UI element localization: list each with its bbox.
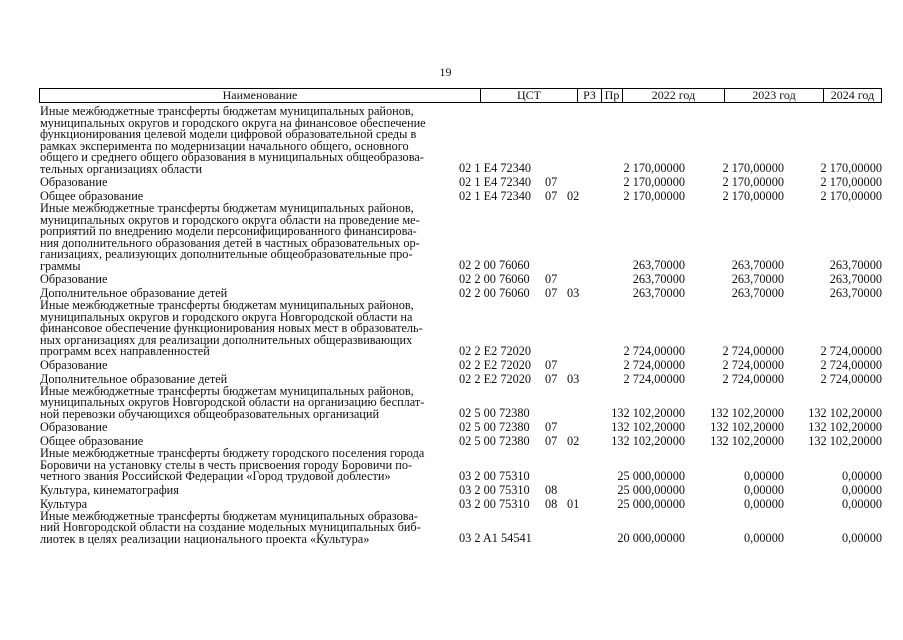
row-cst: 02 2 00 76060 (459, 272, 530, 286)
row-value-2023: 263,70000 (731, 272, 784, 286)
row-cst: 02 1 E4 72340 (459, 175, 532, 189)
row-cst: 02 1 E4 72340 (459, 161, 532, 175)
row-pr: 02 (567, 434, 580, 448)
row-value-2022: 263,70000 (632, 258, 685, 272)
row-name: Иные межбюджетные трансферты бюджетам муниципальных образова- ний Новгородской области на создание модельных муниципальных биб- лиотек в целях реализации национального проекта «Культура» (40, 508, 421, 546)
row-value-2022: 25 000,00000 (617, 468, 685, 483)
table-row (40, 175, 882, 189)
row-cst: 02 2 00 76060 (459, 258, 530, 272)
table-row (40, 358, 882, 372)
row-value-2024: 2 170,00000 (820, 189, 882, 203)
row-name: Культура (40, 496, 88, 511)
row-value-2023: 2 170,00000 (722, 175, 784, 189)
table-row (40, 106, 882, 175)
row-value-2024: 263,70000 (829, 286, 882, 300)
row-name: Образование (40, 272, 108, 286)
header-2024: 2024 год (830, 88, 875, 102)
row-value-2022: 25 000,00000 (617, 496, 685, 511)
row-cst: 02 1 E4 72340 (459, 189, 532, 203)
row-value-2024: 263,70000 (829, 258, 882, 272)
row-value-2024: 132 102,20000 (808, 420, 882, 434)
table-row (40, 448, 882, 483)
row-rz: 07 (545, 357, 558, 372)
row-value-2022: 2 170,00000 (623, 175, 685, 189)
row-name: Иные межбюджетные трансферты бюджетам муниципальных районов, муниципальных округов и городского округа на финансовое обеспечение функционирования целевой модели цифровой образовательной среды в рамках эксперимента по модернизации начального общего, основного общего и среднего общего образования в муниципальных общеобразова- тельных организациях области (40, 104, 426, 176)
row-value-2023: 263,70000 (731, 258, 784, 272)
row-cst: 02 2 E2 72020 (459, 371, 532, 386)
row-cst: 03 2 A1 54541 (459, 531, 532, 545)
row-value-2022: 2 170,00000 (623, 161, 685, 175)
row-rz: 08 (545, 496, 558, 511)
header-cst: ЦСТ (481, 89, 578, 102)
table-header (39, 88, 882, 103)
row-rz: 07 (545, 286, 558, 300)
row-cst: 02 2 00 76060 (459, 286, 530, 300)
header-pr: Пр (602, 89, 623, 102)
row-cst: 03 2 00 75310 (459, 482, 530, 497)
row-rz: 07 (545, 175, 558, 189)
row-value-2024: 0,00000 (842, 482, 882, 497)
row-cst: 03 2 00 75310 (459, 468, 530, 483)
row-value-2022: 132 102,20000 (611, 434, 685, 448)
row-value-2022: 20 000,00000 (617, 531, 685, 545)
row-cst: 02 5 00 72380 (459, 434, 530, 448)
table-body (40, 106, 882, 545)
row-name: Культура, кинематография (40, 482, 179, 497)
row-value-2023: 263,70000 (731, 286, 784, 300)
row-pr: 03 (567, 371, 580, 386)
row-cst: 02 5 00 72380 (459, 420, 530, 434)
row-value-2023: 132 102,20000 (710, 420, 784, 434)
header-2023: 2023 год (725, 89, 824, 102)
row-name: Иные межбюджетные трансферты бюджетам муниципальных районов, муниципальных округов и городского округа Новгородской области на финансовое обеспечение функционирования новых мест в образователь- ных организациях для реализации дополнительных общеразвивающих программ всех направленностей (40, 298, 423, 358)
row-value-2024: 2 170,00000 (820, 175, 882, 189)
row-value-2024: 263,70000 (829, 272, 882, 286)
table-row (40, 508, 882, 546)
table-row (40, 383, 882, 421)
row-name: Дополнительное образование детей (40, 286, 228, 300)
row-pr: 01 (567, 496, 580, 511)
row-value-2022: 2 724,00000 (623, 371, 685, 386)
row-name: Дополнительное образование детей (40, 371, 228, 386)
row-value-2022: 2 724,00000 (623, 343, 685, 358)
row-value-2024: 0,00000 (842, 496, 882, 511)
row-value-2022: 25 000,00000 (617, 482, 685, 497)
header-rz: РЗ (578, 89, 602, 102)
row-name: Общее образование (40, 434, 144, 448)
row-name: Образование (40, 175, 108, 189)
table-row (40, 272, 882, 286)
row-cst: 03 2 00 75310 (459, 496, 530, 511)
row-value-2024: 2 170,00000 (820, 161, 882, 175)
row-value-2022: 132 102,20000 (611, 406, 685, 420)
row-rz: 07 (545, 272, 558, 286)
row-name: Иные межбюджетные трансферты бюджетам муниципальных районов, муниципальных округов и городского округа области на проведение ме- роприятий по внедрению модели персонифицированного финансирова- ния дополнительного образования детей в частных образовательных ор- ганизациях, реализующих дополнительные общеобразовательные про- граммы (40, 201, 420, 273)
row-value-2024: 2 724,00000 (820, 343, 882, 358)
row-rz: 07 (545, 420, 558, 434)
row-name: Общее образование (40, 189, 144, 203)
row-value-2022: 263,70000 (632, 272, 685, 286)
row-value-2022: 2 724,00000 (623, 357, 685, 372)
row-value-2023: 132 102,20000 (710, 406, 784, 420)
row-value-2023: 0,00000 (744, 496, 784, 511)
row-value-2022: 132 102,20000 (611, 420, 685, 434)
row-pr: 03 (567, 286, 580, 300)
row-rz: 07 (545, 189, 558, 203)
row-value-2023: 2 170,00000 (722, 189, 784, 203)
row-cst: 02 2 E2 72020 (459, 357, 532, 372)
table-row (40, 300, 882, 358)
row-value-2023: 2 724,00000 (722, 343, 784, 358)
row-value-2023: 2 724,00000 (722, 371, 784, 386)
row-cst: 02 2 E2 72020 (459, 343, 532, 358)
row-cst: 02 5 00 72380 (459, 406, 530, 420)
row-name: Образование (40, 420, 108, 434)
row-name: Образование (40, 357, 108, 372)
table-row (40, 203, 882, 272)
row-value-2022: 263,70000 (632, 286, 685, 300)
row-pr: 02 (567, 189, 580, 203)
row-rz: 07 (545, 371, 558, 386)
table-row (40, 420, 882, 434)
row-value-2024: 132 102,20000 (808, 434, 882, 448)
row-value-2023: 2 724,00000 (722, 357, 784, 372)
page-number: 19 (439, 65, 452, 79)
row-value-2024: 2 724,00000 (820, 371, 882, 386)
row-value-2023: 0,00000 (744, 531, 784, 545)
row-value-2023: 132 102,20000 (710, 434, 784, 448)
row-rz: 07 (545, 434, 558, 448)
row-value-2024: 0,00000 (842, 531, 882, 545)
row-value-2023: 0,00000 (744, 468, 784, 483)
row-value-2022: 2 170,00000 (623, 189, 685, 203)
row-value-2023: 0,00000 (744, 482, 784, 497)
row-name: Иные межбюджетные трансферты бюджету городского поселения города Боровичи на установку стелы в честь присвоения городу Боровичи по- четного звания Российской Федерации «Город трудовой доблести» (40, 446, 425, 483)
row-value-2024: 2 724,00000 (820, 357, 882, 372)
row-name: Иные межбюджетные трансферты бюджетам муниципальных районов, муниципальных округов Новгородской области на организацию бесплат- ной перевозки обучающихся общеобразовательных организаций (40, 383, 425, 421)
header-name: Наименование (40, 89, 481, 102)
row-value-2024: 0,00000 (842, 468, 882, 483)
header-2022: 2022 год (623, 89, 725, 102)
row-rz: 08 (545, 482, 558, 497)
row-value-2024: 132 102,20000 (808, 406, 882, 420)
row-value-2023: 2 170,00000 (722, 161, 784, 175)
table-row (40, 483, 882, 497)
